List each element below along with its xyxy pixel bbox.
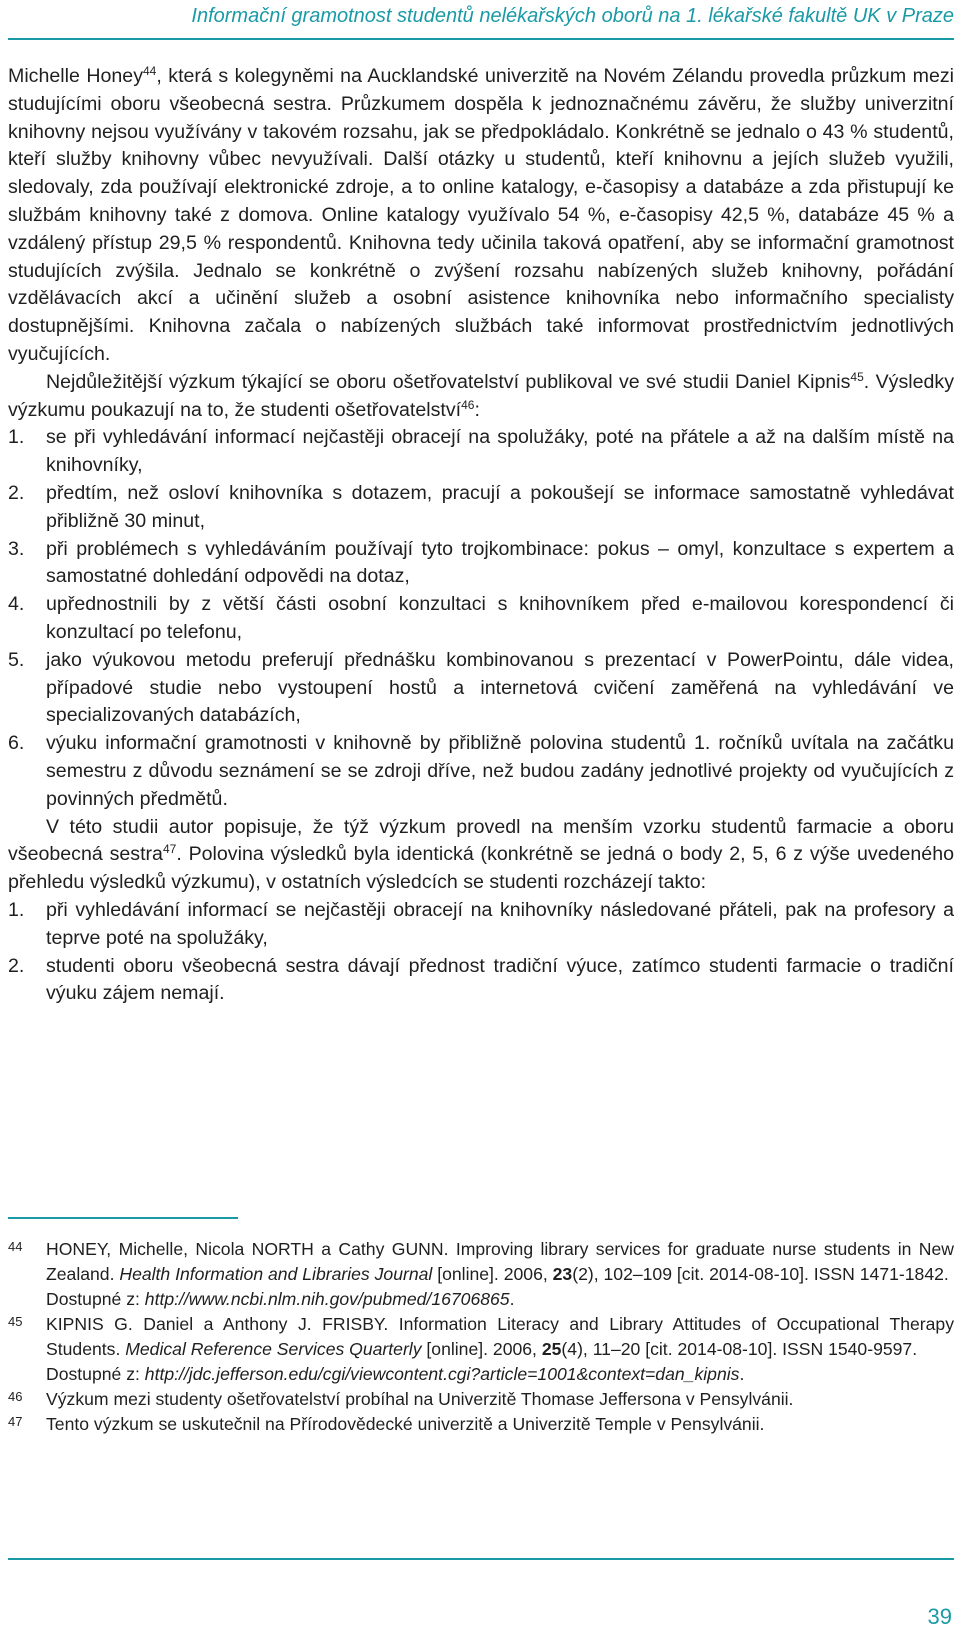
journal-title: Health Information and Libraries Journal bbox=[119, 1264, 433, 1284]
list-number: 2. bbox=[8, 954, 25, 977]
list-item-text: výuku informační gramotnosti v knihovně by přibližně polovina studentů 1. ročníků uvítala na začátku semestru z důvodu seznámení se se zdroji dříve, než budou zadány jednotlivé projekty od vyučujících z povinných předmětů. bbox=[46, 732, 954, 810]
paragraph-text: : bbox=[474, 398, 480, 421]
list-item bbox=[8, 730, 954, 813]
footnote-text: (4), 11–20 [cit. 2014-08-10]. ISSN 1540-9597. bbox=[561, 1339, 918, 1359]
volume-number: 25 bbox=[541, 1339, 562, 1359]
footnotes bbox=[8, 1237, 954, 1437]
paragraph-honey bbox=[8, 63, 954, 369]
page-number: 39 bbox=[927, 1604, 952, 1629]
footnote-text: . bbox=[509, 1289, 515, 1309]
list-number: 4. bbox=[8, 593, 25, 616]
running-header: Informační gramotnost studentů nelékařských oborů na 1. lékařské fakultě UK v Praze bbox=[191, 5, 954, 27]
footnote-ref-45[interactable]: 45 bbox=[850, 369, 864, 384]
list-number: 3. bbox=[8, 537, 25, 560]
footnote-mark: 45 bbox=[8, 1314, 23, 1329]
footnote-text: HONEY, Michelle, Nicola NORTH a Cathy GUNN. Improving library services for graduate nurse students in New Zealand. bbox=[46, 1239, 954, 1284]
header-divider bbox=[8, 38, 954, 40]
list-item bbox=[8, 536, 954, 592]
list-item bbox=[8, 897, 954, 953]
paragraph-text: . Výsledky výzkumu poukazují na to, že studenti ošetřovatelství bbox=[8, 370, 954, 421]
footnote-ref-46[interactable]: 46 bbox=[461, 397, 475, 412]
results-list-nursing bbox=[8, 424, 954, 813]
footnote-ref-47[interactable]: 47 bbox=[162, 842, 177, 857]
availability-line bbox=[46, 1362, 954, 1387]
paragraph-text: . Polovina výsledků byla identická (konkrétně se jedná o body 2, 5, 6 z výše uvedeného přehledu výsledků výzkumu), v ostatních výsledcích se studenti rozcházejí takto: bbox=[8, 843, 954, 894]
list-item bbox=[8, 480, 954, 536]
main-text bbox=[8, 63, 954, 1008]
footnote-45 bbox=[8, 1312, 954, 1387]
footnote-ref-44[interactable]: 44 bbox=[143, 64, 157, 78]
list-item bbox=[8, 424, 954, 480]
footnote-text: [online]. 2006, bbox=[421, 1339, 542, 1359]
footnote-47 bbox=[8, 1412, 954, 1437]
availability-label: Dostupné z: bbox=[46, 1364, 145, 1384]
list-number: 6. bbox=[8, 732, 25, 755]
footnote-url-link[interactable]: http://jdc.jefferson.edu/cgi/viewcontent.cgi?article=1001&context=dan_kipnis bbox=[144, 1364, 740, 1384]
footnote-text: (2), 102–109 [cit. 2014-08-10]. ISSN 1471-1842. bbox=[572, 1264, 949, 1284]
footer-divider bbox=[8, 1558, 954, 1560]
list-number: 1. bbox=[8, 426, 25, 449]
paragraph-kipnis bbox=[8, 369, 954, 425]
footnote-divider bbox=[8, 1217, 238, 1219]
list-item-text: studenti oboru všeobecná sestra dávají přednost tradiční výuce, zatímco studenti farmacie o tradiční výuku zájem nemají. bbox=[46, 954, 954, 1005]
list-item bbox=[8, 953, 954, 1009]
paragraph-text: V této studii autor popisuje, že týž výzkum provedl na menším vzorku studentů farmacie a oboru všeobecná sestra bbox=[8, 815, 954, 866]
list-item-text: upřednostnili by z větší části osobní konzultaci s knihovníkem před e-mailovou korespondencí či konzultací po telefonu, bbox=[46, 593, 954, 643]
paragraph-text: , která s kolegyněmi na Aucklandské univerzitě na Novém Zélandu provedla průzkum mezi studujícími oboru všeobecná sestra. Průzkumem dospěla k jednoznačnému závěru, že služby univerzitní knihovny nejsou využívány v takovém rozsahu, jak se předpokládalo. Konkrétně se jednalo o 43 % studentů, kteří služby knihovny vůbec nevyužívali. Další otázky u studentů, kteří knihovnu a jejích služeb využili, sledovaly, zda používají elektronické zdroje, a to online katalogy, e-časopisy a databáze a zda přistupují ke službám knihovny také z domova. Online katalogy využívalo 54 %, e-časopisy 42,5 %, databáze 45 % a vzdálený přístup 29,5 % respondentů. Knihovna tedy učinila taková opatření, aby se informační gramotnost studujících zvýšila. Jednalo se konkrétně o zvýšení rozsahu nabízených služeb knihovny, pořádání vzdělávacích akcí a učinění služeb a osobní asistence knihovníka nebo informačního specialisty dostupnějšími. Knihovna začala o nabízených službách také informovat prostřednictvím jednotlivých vyučujících. bbox=[8, 65, 955, 365]
list-item bbox=[8, 647, 954, 730]
list-number: 5. bbox=[8, 648, 25, 671]
list-number: 1. bbox=[8, 898, 25, 921]
footnote-mark: 46 bbox=[8, 1389, 23, 1404]
footnote-44 bbox=[8, 1237, 954, 1312]
footnote-text: Výzkum mezi studenty ošetřovatelství probíhal na Univerzitě Thomase Jeffersona v Pensylvánii. bbox=[46, 1389, 794, 1409]
paragraph-text: Michelle Honey bbox=[8, 65, 143, 87]
list-number: 2. bbox=[8, 481, 25, 504]
journal-title: Medical Reference Services Quarterly bbox=[125, 1339, 422, 1359]
footnote-text: . bbox=[739, 1364, 745, 1384]
footnote-46 bbox=[8, 1387, 954, 1412]
results-list-pharmacy bbox=[8, 897, 954, 1008]
volume-number: 23 bbox=[552, 1264, 573, 1284]
list-item-text: při vyhledávání informací se nejčastěji obracejí na knihovníky následované přáteli, pak na profesory a teprve poté na spolužáky, bbox=[46, 898, 954, 949]
footnote-mark: 44 bbox=[8, 1239, 23, 1254]
footnote-text: [online]. 2006, bbox=[432, 1264, 553, 1284]
list-item-text: předtím, než osloví knihovníka s dotazem, pracují a pokoušejí se informace samostatně vyhledávat přibližně 30 minut, bbox=[46, 481, 954, 532]
footnote-url-link[interactable]: http://www.ncbi.nlm.nih.gov/pubmed/16706865 bbox=[144, 1289, 510, 1309]
list-item bbox=[8, 591, 954, 647]
list-item-text: při problémech s vyhledáváním používají tyto trojkombinace: pokus – omyl, konzultace s expertem a samostatné dohledání odpovědi na dotaz, bbox=[46, 537, 954, 588]
footnote-text: Tento výzkum se uskutečnil na Přírodovědecké univerzitě a Univerzitě Temple v Pensylvánii. bbox=[46, 1414, 765, 1434]
footnote-text: KIPNIS G. Daniel a Anthony J. FRISBY. Information Literacy and Library Attitudes of Occupational Therapy Students. bbox=[46, 1314, 954, 1359]
availability-label: Dostupné z: bbox=[46, 1289, 145, 1309]
list-item-text: jako výukovou metodu preferují přednášku kombinovanou s prezentací v PowerPointu, dále videa, případové studie nebo vystoupení hostů a internetová cvičení zaměřená na vyhledávání ve specializovaných databázích, bbox=[46, 648, 954, 727]
list-item-text: se při vyhledávání informací nejčastěji obracejí na spolužáky, poté na přátele a až na dalším místě na knihovníky, bbox=[46, 426, 954, 477]
availability-line bbox=[46, 1287, 954, 1312]
paragraph-pharmacy bbox=[8, 814, 954, 897]
footnote-mark: 47 bbox=[8, 1414, 23, 1429]
paragraph-text: Nejdůležitější výzkum týkající se oboru ošetřovatelství publikoval ve své studii Daniel Kipnis bbox=[46, 370, 851, 393]
